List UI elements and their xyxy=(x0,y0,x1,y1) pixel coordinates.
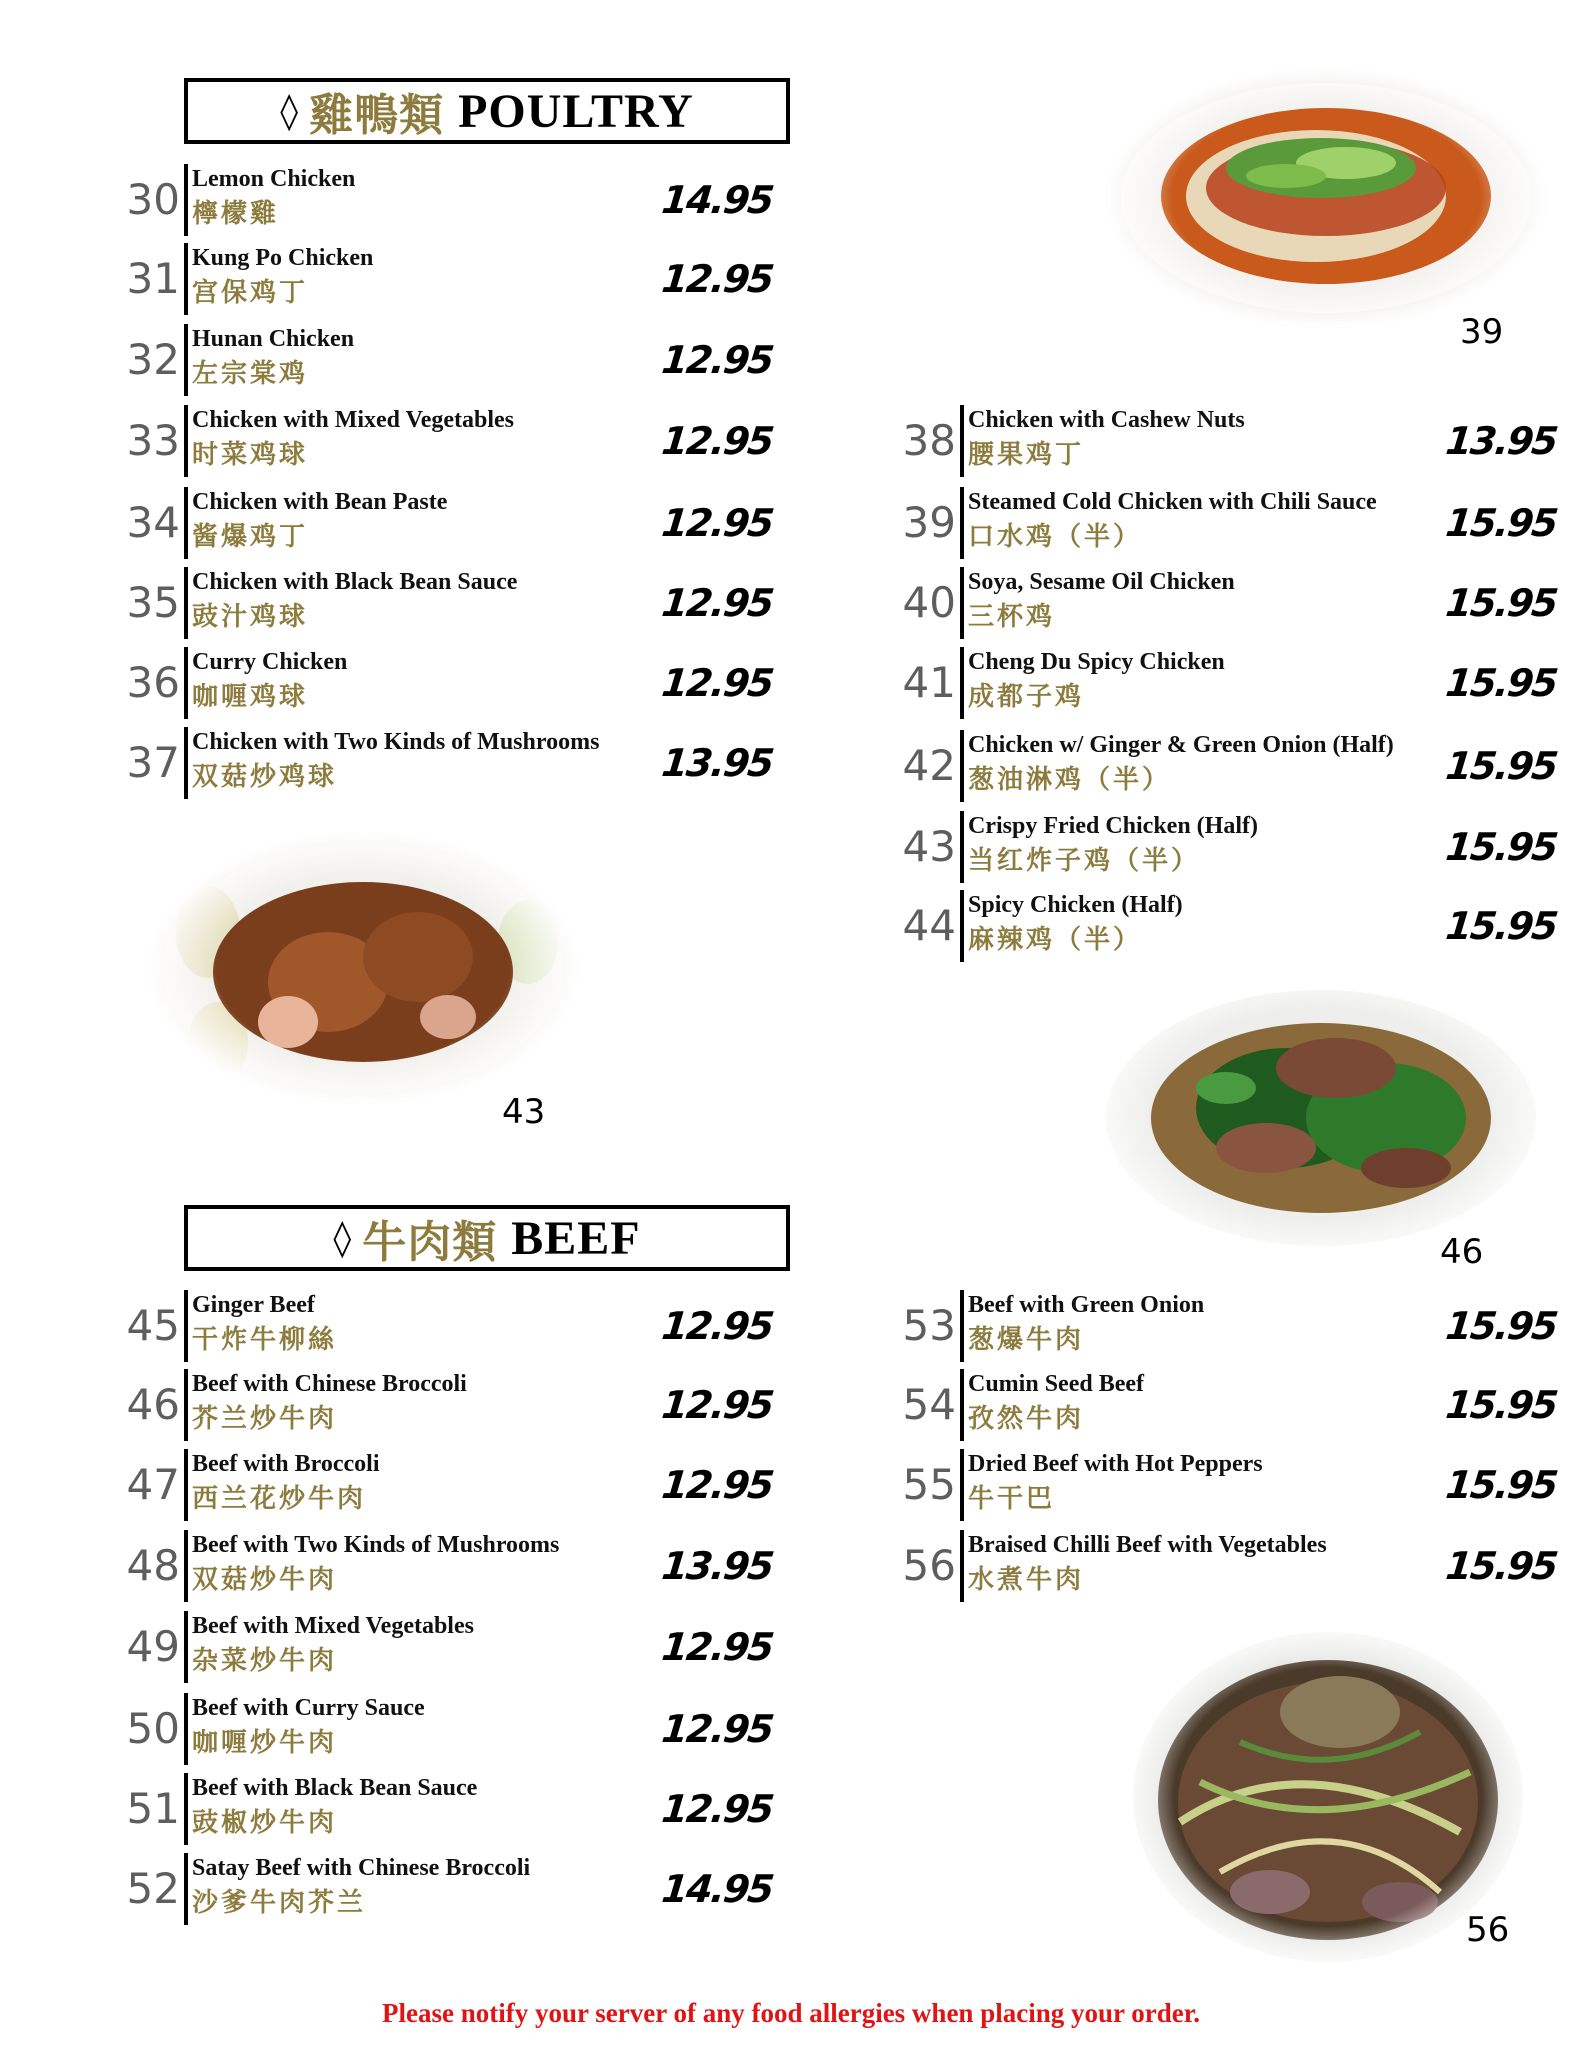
item-price: 14.95 xyxy=(659,1867,775,1911)
item-price: 15.95 xyxy=(1443,825,1559,869)
item-name-en: Kung Po Chicken xyxy=(192,245,374,271)
divider xyxy=(184,164,188,236)
divider xyxy=(184,1693,188,1765)
item-name-cn: 豉汁鸡球 xyxy=(192,602,309,632)
item-price: 15.95 xyxy=(1443,744,1559,788)
item-name-en: Ginger Beef xyxy=(192,1292,315,1318)
item-price: 12.95 xyxy=(659,1625,775,1669)
item-number: 35 xyxy=(126,578,180,627)
item-number: 56 xyxy=(902,1541,956,1590)
beef-title-cn: 牛肉類 xyxy=(362,1217,498,1268)
item-number: 41 xyxy=(902,658,956,707)
poultry-title-en: POULTRY xyxy=(458,84,694,138)
item-price: 15.95 xyxy=(1443,581,1559,625)
item-name-cn: 咖喱鸡球 xyxy=(192,682,309,712)
item-name-cn: 水煮牛肉 xyxy=(968,1565,1085,1595)
item-name-cn: 葱油淋鸡（半） xyxy=(968,765,1172,795)
item-name-en: Crispy Fried Chicken (Half) xyxy=(968,813,1258,839)
divider xyxy=(184,1853,188,1925)
item-name-cn: 酱爆鸡丁 xyxy=(192,522,309,552)
item-number: 44 xyxy=(902,901,956,950)
beef-title-en: BEEF xyxy=(511,1211,641,1265)
item-name-en: Cheng Du Spicy Chicken xyxy=(968,649,1225,675)
item-number: 33 xyxy=(126,416,180,465)
dish-39-image xyxy=(1106,68,1546,328)
item-price: 15.95 xyxy=(1443,1383,1559,1427)
item-price: 15.95 xyxy=(1443,501,1559,545)
divider xyxy=(960,1369,964,1441)
item-number: 54 xyxy=(902,1380,956,1429)
photo-label-39: 39 xyxy=(1460,312,1504,352)
item-name-en: Braised Chilli Beef with Vegetables xyxy=(968,1532,1327,1558)
item-name-en: Chicken with Cashew Nuts xyxy=(968,407,1245,433)
item-price: 12.95 xyxy=(659,257,775,301)
dish-photo-46 xyxy=(1086,968,1556,1260)
dish-photo-39 xyxy=(1106,68,1546,328)
item-number: 45 xyxy=(126,1301,180,1350)
item-name-cn: 双菇炒鸡球 xyxy=(192,762,338,792)
divider xyxy=(960,567,964,639)
divider xyxy=(184,487,188,559)
allergy-notice: Please notify your server of any food allergies when placing your order. xyxy=(382,1998,1200,2028)
divider xyxy=(184,1530,188,1602)
item-number: 30 xyxy=(126,175,180,224)
item-name-cn: 咖喱炒牛肉 xyxy=(192,1728,338,1758)
item-number: 53 xyxy=(902,1301,956,1350)
item-number: 38 xyxy=(902,416,956,465)
divider xyxy=(184,727,188,799)
divider xyxy=(184,324,188,396)
item-name-cn: 宫保鸡丁 xyxy=(192,278,309,308)
item-number: 34 xyxy=(126,498,180,547)
photo-label-43: 43 xyxy=(502,1092,546,1132)
divider xyxy=(960,1449,964,1521)
item-number: 36 xyxy=(126,658,180,707)
item-name-en: Beef with Green Onion xyxy=(968,1292,1205,1318)
divider xyxy=(184,1611,188,1683)
item-number: 46 xyxy=(126,1380,180,1429)
item-name-en: Dried Beef with Hot Peppers xyxy=(968,1451,1263,1477)
divider xyxy=(184,405,188,477)
photo-label-46: 46 xyxy=(1440,1232,1484,1272)
item-name-cn: 腰果鸡丁 xyxy=(968,440,1085,470)
item-name-cn: 口水鸡（半） xyxy=(968,522,1143,552)
item-name-cn: 孜然牛肉 xyxy=(968,1404,1085,1434)
item-price: 13.95 xyxy=(659,741,775,785)
item-name-cn: 杂菜炒牛肉 xyxy=(192,1646,338,1676)
item-price: 12.95 xyxy=(659,1304,775,1348)
item-number: 42 xyxy=(902,741,956,790)
item-price: 12.95 xyxy=(659,501,775,545)
item-price: 12.95 xyxy=(659,661,775,705)
item-name-cn: 葱爆牛肉 xyxy=(968,1325,1085,1355)
item-name-cn: 当红炸子鸡（半） xyxy=(968,846,1201,876)
item-name-en: Lemon Chicken xyxy=(192,166,356,192)
divider xyxy=(960,647,964,719)
item-name-cn: 三杯鸡 xyxy=(968,602,1056,632)
item-price: 13.95 xyxy=(659,1544,775,1588)
item-number: 48 xyxy=(126,1541,180,1590)
item-name-cn: 干炸牛柳絲 xyxy=(192,1325,338,1355)
item-number: 50 xyxy=(126,1704,180,1753)
item-price: 15.95 xyxy=(1443,661,1559,705)
item-number: 49 xyxy=(126,1622,180,1671)
item-price: 12.95 xyxy=(659,1383,775,1427)
item-number: 31 xyxy=(126,254,180,303)
dish-43-image xyxy=(148,832,578,1104)
item-number: 51 xyxy=(126,1784,180,1833)
item-name-cn: 西兰花炒牛肉 xyxy=(192,1484,367,1514)
item-name-en: Beef with Broccoli xyxy=(192,1451,380,1477)
item-price: 15.95 xyxy=(1443,904,1559,948)
item-name-cn: 芥兰炒牛肉 xyxy=(192,1404,338,1434)
divider xyxy=(184,1290,188,1362)
item-name-cn: 麻辣鸡（半） xyxy=(968,925,1143,955)
item-price: 13.95 xyxy=(1443,419,1559,463)
item-name-en: Chicken with Two Kinds of Mushrooms xyxy=(192,729,600,755)
item-name-cn: 双菇炒牛肉 xyxy=(192,1565,338,1595)
divider xyxy=(960,811,964,883)
item-name-en: Chicken with Mixed Vegetables xyxy=(192,407,515,433)
item-name-en: Beef with Two Kinds of Mushrooms xyxy=(192,1532,560,1558)
divider xyxy=(184,1369,188,1441)
item-number: 32 xyxy=(126,335,180,384)
item-name-cn: 沙爹牛肉芥兰 xyxy=(192,1888,367,1918)
item-name-cn: 檸檬雞 xyxy=(192,199,280,229)
item-name-en: Chicken with Bean Paste xyxy=(192,489,448,515)
poultry-section-header xyxy=(184,78,790,144)
item-name-cn: 豉椒炒牛肉 xyxy=(192,1808,338,1838)
beef-section-header xyxy=(184,1205,790,1271)
divider xyxy=(184,243,188,315)
divider xyxy=(960,1290,964,1362)
item-number: 43 xyxy=(902,822,956,871)
divider xyxy=(184,567,188,639)
poultry-title-cn: 雞鴨類 xyxy=(309,90,445,141)
divider xyxy=(184,1773,188,1845)
item-price: 12.95 xyxy=(659,419,775,463)
item-price: 12.95 xyxy=(659,581,775,625)
dish-46-image xyxy=(1086,968,1556,1260)
item-name-cn: 成都子鸡 xyxy=(968,682,1085,712)
divider xyxy=(960,890,964,962)
item-price: 15.95 xyxy=(1443,1304,1559,1348)
item-number: 37 xyxy=(126,738,180,787)
item-name-en: Hunan Chicken xyxy=(192,326,355,352)
diamond-icon: ◊ xyxy=(333,1217,353,1259)
photo-label-56: 56 xyxy=(1466,1910,1510,1950)
item-name-en: Satay Beef with Chinese Broccoli xyxy=(192,1855,531,1881)
item-name-en: Beef with Chinese Broccoli xyxy=(192,1371,467,1397)
item-number: 47 xyxy=(126,1460,180,1509)
item-name-en: Beef with Curry Sauce xyxy=(192,1695,425,1721)
item-number: 52 xyxy=(126,1864,180,1913)
item-name-en: Chicken w/ Ginger & Green Onion (Half) xyxy=(968,732,1394,758)
item-name-en: Spicy Chicken (Half) xyxy=(968,892,1183,918)
item-price: 15.95 xyxy=(1443,1544,1559,1588)
item-name-en: Soya, Sesame Oil Chicken xyxy=(968,569,1235,595)
item-name-en: Beef with Mixed Vegetables xyxy=(192,1613,474,1639)
divider xyxy=(960,1530,964,1602)
item-number: 39 xyxy=(902,498,956,547)
item-number: 40 xyxy=(902,578,956,627)
item-name-cn: 时菜鸡球 xyxy=(192,440,309,470)
diamond-icon: ◊ xyxy=(280,90,300,132)
item-name-en: Chicken with Black Bean Sauce xyxy=(192,569,518,595)
item-name-en: Steamed Cold Chicken with Chili Sauce xyxy=(968,489,1377,515)
item-price: 12.95 xyxy=(659,1787,775,1831)
divider xyxy=(184,1449,188,1521)
item-price: 12.95 xyxy=(659,1707,775,1751)
item-name-en: Beef with Black Bean Sauce xyxy=(192,1775,478,1801)
divider xyxy=(960,730,964,802)
divider xyxy=(184,647,188,719)
item-price: 14.95 xyxy=(659,178,775,222)
dish-photo-43 xyxy=(148,832,578,1104)
divider xyxy=(960,487,964,559)
item-price: 12.95 xyxy=(659,1463,775,1507)
item-price: 12.95 xyxy=(659,338,775,382)
item-number: 55 xyxy=(902,1460,956,1509)
item-price: 15.95 xyxy=(1443,1463,1559,1507)
item-name-en: Cumin Seed Beef xyxy=(968,1371,1144,1397)
item-name-cn: 牛干巴 xyxy=(968,1484,1056,1514)
item-name-en: Curry Chicken xyxy=(192,649,348,675)
item-name-cn: 左宗棠鸡 xyxy=(192,359,309,389)
divider xyxy=(960,405,964,477)
